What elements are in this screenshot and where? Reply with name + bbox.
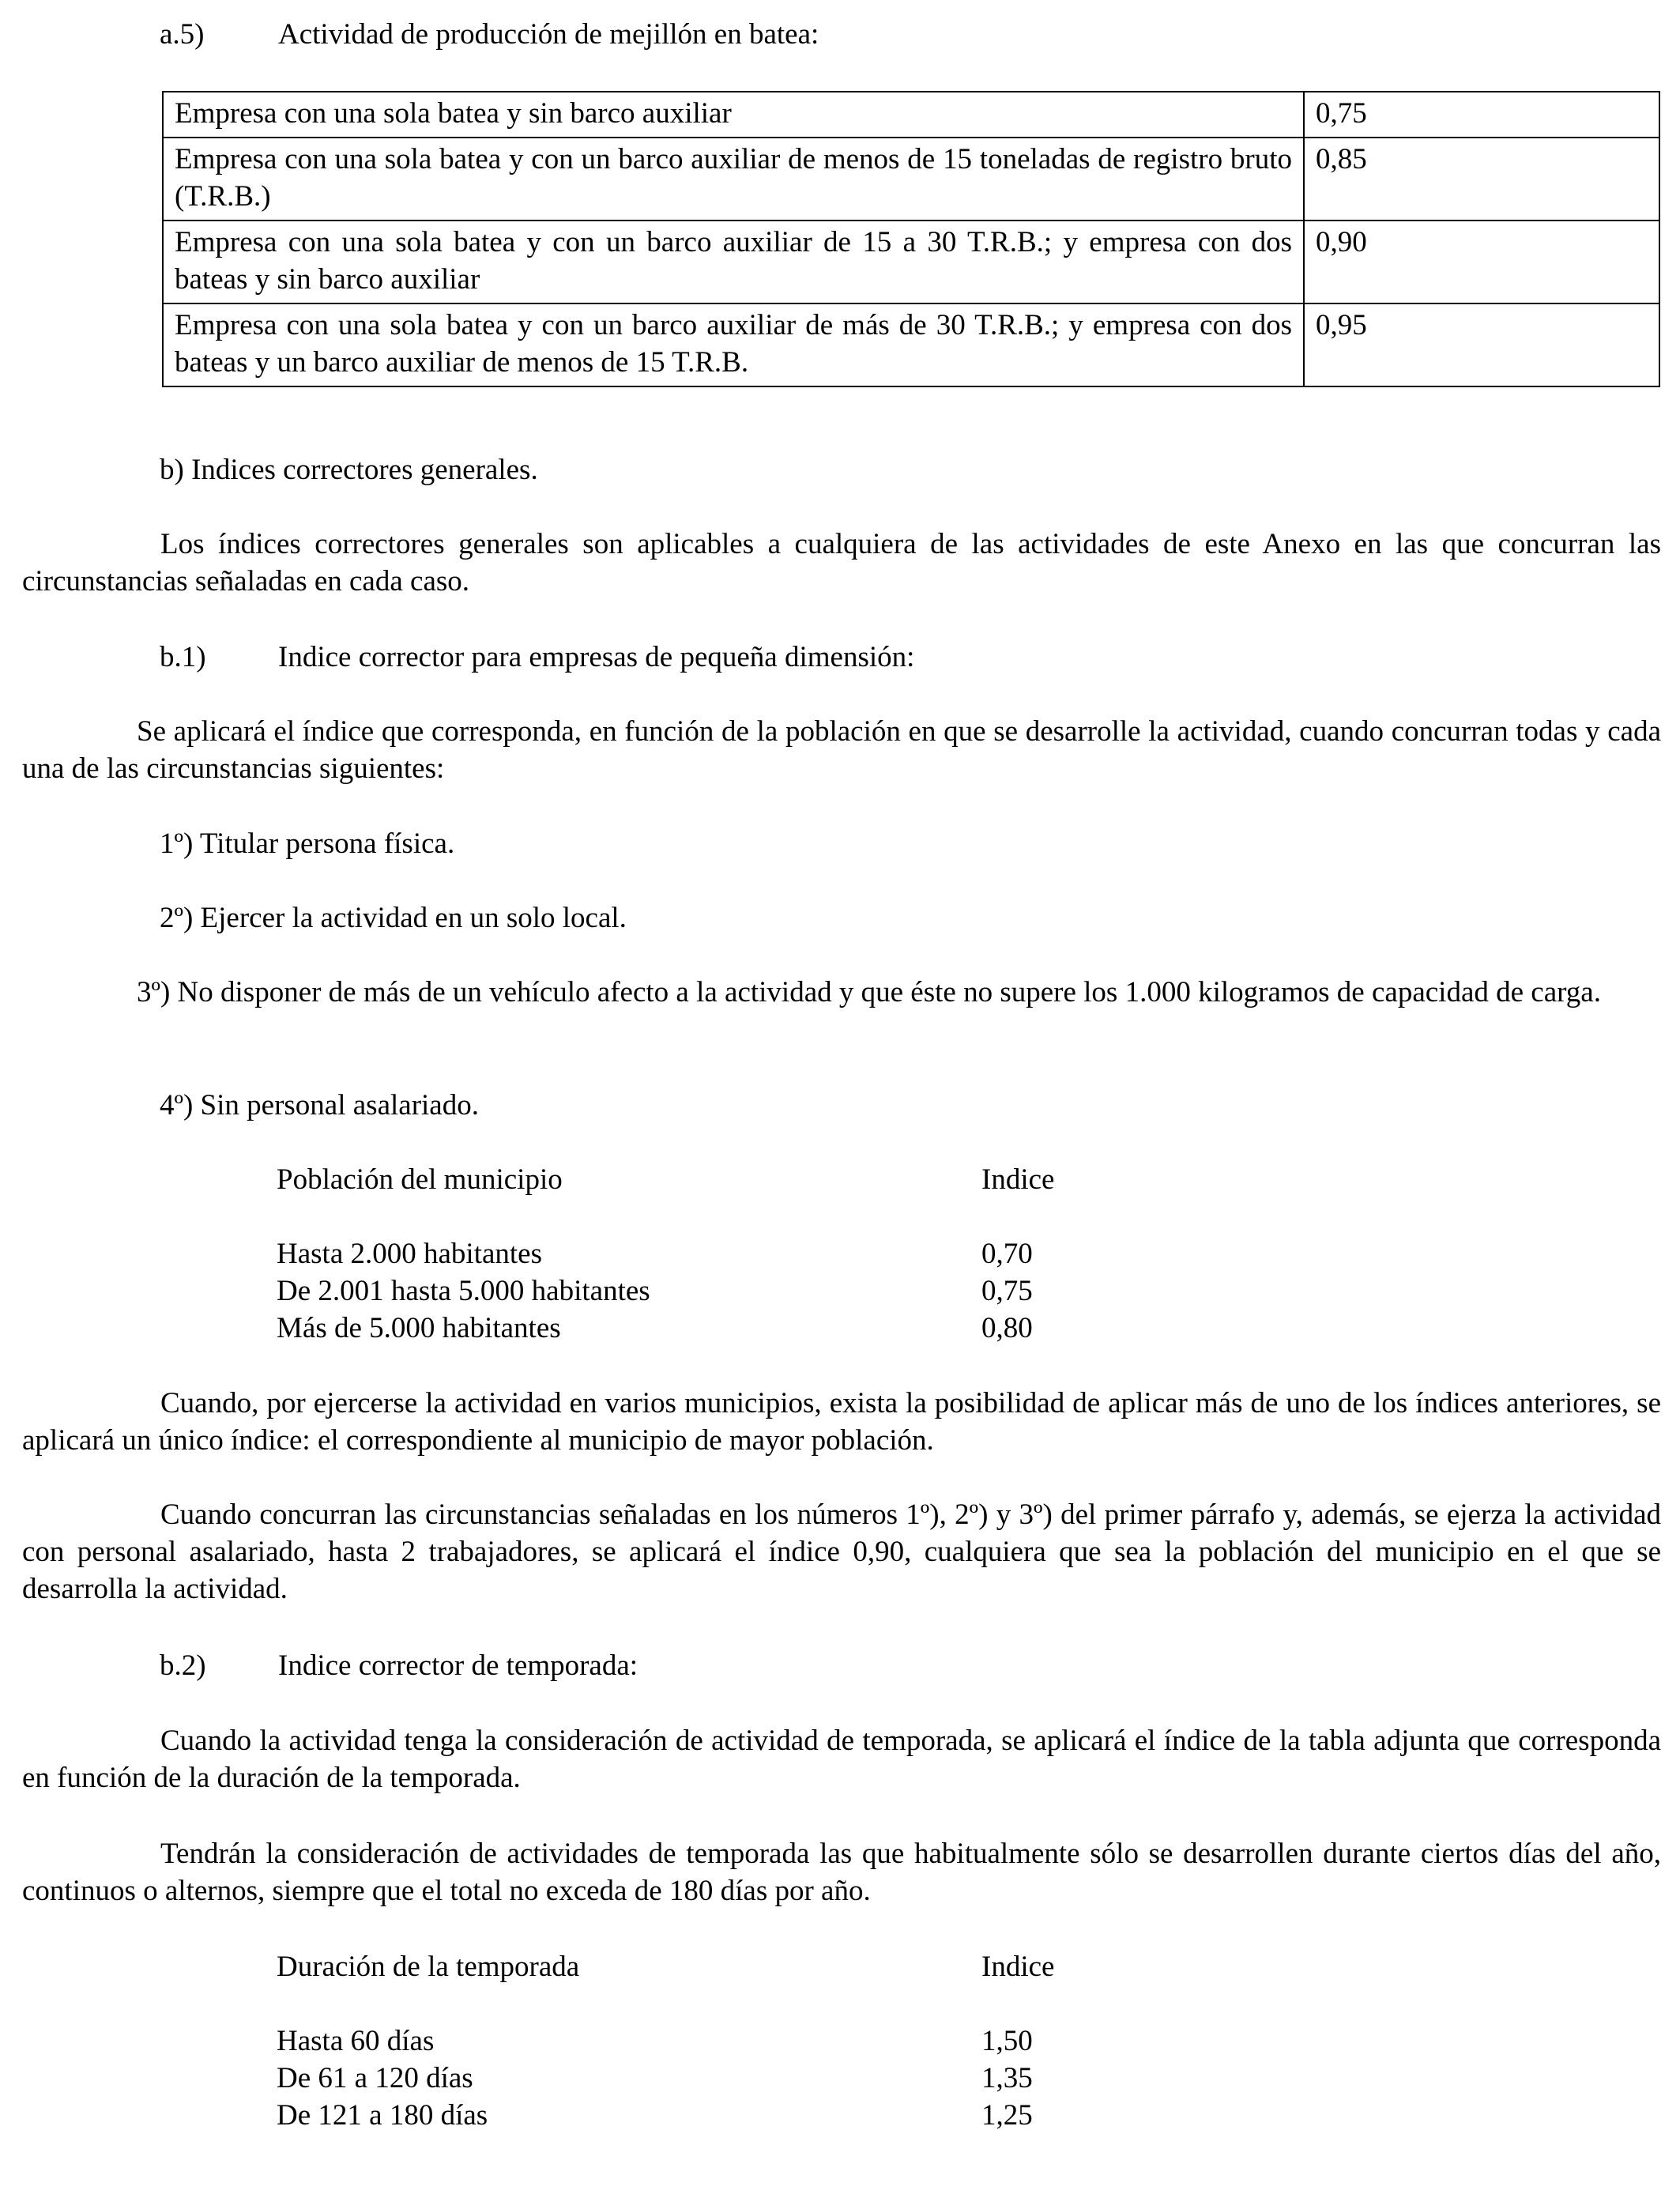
- table-row: [277, 1235, 1067, 1272]
- table-cell-desc: Empresa con una sola batea y con un barco auxiliar de menos de 15 toneladas de registro bruto (T.R.B.): [163, 138, 1304, 221]
- table-row: [163, 221, 1659, 303]
- row-label: De 121 a 180 días: [277, 2099, 488, 2132]
- table-row: [163, 92, 1659, 138]
- column-header: Duración de la temporada: [277, 1951, 580, 1983]
- table-row: [163, 138, 1659, 221]
- section-b2-para2: Tendrán la consideración de actividades de temporada las que habitualmente sólo se desarrollen durante ciertos días del año, continuos o alternos, siempre que el total no exceda de 180 días por año.: [22, 1838, 1661, 1907]
- section-a5-title: Actividad de producción de mejillón en batea:: [278, 18, 819, 51]
- table-row: [163, 303, 1659, 386]
- table-row: [277, 2060, 1067, 2097]
- condition-1: 1º) Titular persona física.: [160, 827, 455, 860]
- row-label: Hasta 2.000 habitantes: [277, 1238, 542, 1270]
- table-cell-value: 0,95: [1304, 303, 1659, 386]
- row-value: 1,25: [981, 2099, 1033, 2132]
- row-value: 1,50: [981, 2025, 1033, 2057]
- table-cell-value: 0,75: [1304, 92, 1659, 138]
- table-row: [277, 2097, 1067, 2134]
- condition-3: 3º) No disponer de más de un vehículo afecto a la actividad y que éste no supere los 1.000 kilogramos de capacidad de carga.: [137, 976, 1601, 1008]
- spacer: [277, 1198, 1067, 1235]
- section-b1-note2: Cuando concurran las circunstancias señaladas en los números 1º), 2º) y 3º) del primer párrafo y, además, se ejerza la actividad con personal asalariado, hasta 2 trabajadores, se aplicará el índice 0,90, cualquiera que sea la población del municipio en el que se desarrolla la actividad.: [22, 1498, 1661, 1605]
- section-b2-para1: Cuando la actividad tenga la consideración de actividad de temporada, se aplicará el índice de la tabla adjunta que corresponda en función de la duración de la temporada.: [22, 1725, 1661, 1794]
- row-label: De 2.001 hasta 5.000 habitantes: [277, 1275, 650, 1307]
- condition-4: 4º) Sin personal asalariado.: [160, 1089, 479, 1122]
- table-cell-desc: Empresa con una sola batea y con un barco auxiliar de 15 a 30 T.R.B.; y empresa con dos bateas y sin barco auxiliar: [163, 221, 1304, 303]
- row-label: Hasta 60 días: [277, 2025, 435, 2057]
- table-cell-value: 0,85: [1304, 138, 1659, 221]
- table-header: [277, 1948, 1067, 1985]
- section-b1-title: Indice corrector para empresas de pequeña dimensión:: [278, 641, 915, 673]
- column-header: Población del municipio: [277, 1163, 563, 1196]
- row-label: De 61 a 120 días: [277, 2062, 473, 2094]
- season-index-table: [277, 1948, 1067, 2134]
- column-header: Indice: [981, 1163, 1055, 1196]
- section-b2-title: Indice corrector de temporada:: [278, 1649, 638, 1682]
- section-b1-intro: Se aplicará el índice que corresponda, en función de la población en que se desarrolle la actividad, cuando concurran todas y cada una de las circunstancias siguientes:: [22, 715, 1661, 785]
- spacer: [277, 1985, 1067, 2022]
- section-a5-label: a.5): [160, 18, 205, 51]
- row-value: 1,35: [981, 2062, 1033, 2094]
- section-b2-label: b.2): [160, 1649, 206, 1682]
- row-value: 0,70: [981, 1238, 1033, 1270]
- row-value: 0,75: [981, 1275, 1033, 1307]
- section-b1-label: b.1): [160, 641, 206, 673]
- population-index-table: [277, 1161, 1067, 1347]
- table-cell-value: 0,90: [1304, 221, 1659, 303]
- section-b-heading: b) Indices correctores generales.: [160, 454, 538, 486]
- column-header: Indice: [981, 1951, 1055, 1983]
- table-row: [277, 2022, 1067, 2060]
- table-row: [277, 1310, 1067, 1347]
- condition-2: 2º) Ejercer la actividad en un solo local.: [160, 902, 627, 934]
- row-value: 0,80: [981, 1312, 1033, 1344]
- table-cell-desc: Empresa con una sola batea y sin barco auxiliar: [163, 92, 1304, 138]
- section-b-intro: Los índices correctores generales son aplicables a cualquiera de las actividades de este Anexo en las que concurran las circunstancias señaladas en cada caso.: [22, 528, 1661, 598]
- table-cell-desc: Empresa con una sola batea y con un barco auxiliar de más de 30 T.R.B.; y empresa con dos bateas y un barco auxiliar de menos de 15 T.R.B.: [163, 303, 1304, 386]
- batea-index-table: [162, 91, 1660, 387]
- row-label: Más de 5.000 habitantes: [277, 1312, 561, 1344]
- table-header: [277, 1161, 1067, 1198]
- section-b1-note1: Cuando, por ejercerse la actividad en varios municipios, exista la posibilidad de aplicar más de uno de los índices anteriores, se aplicará un único índice: el correspondiente al municipio de mayor población.: [22, 1387, 1661, 1457]
- table-row: [277, 1272, 1067, 1310]
